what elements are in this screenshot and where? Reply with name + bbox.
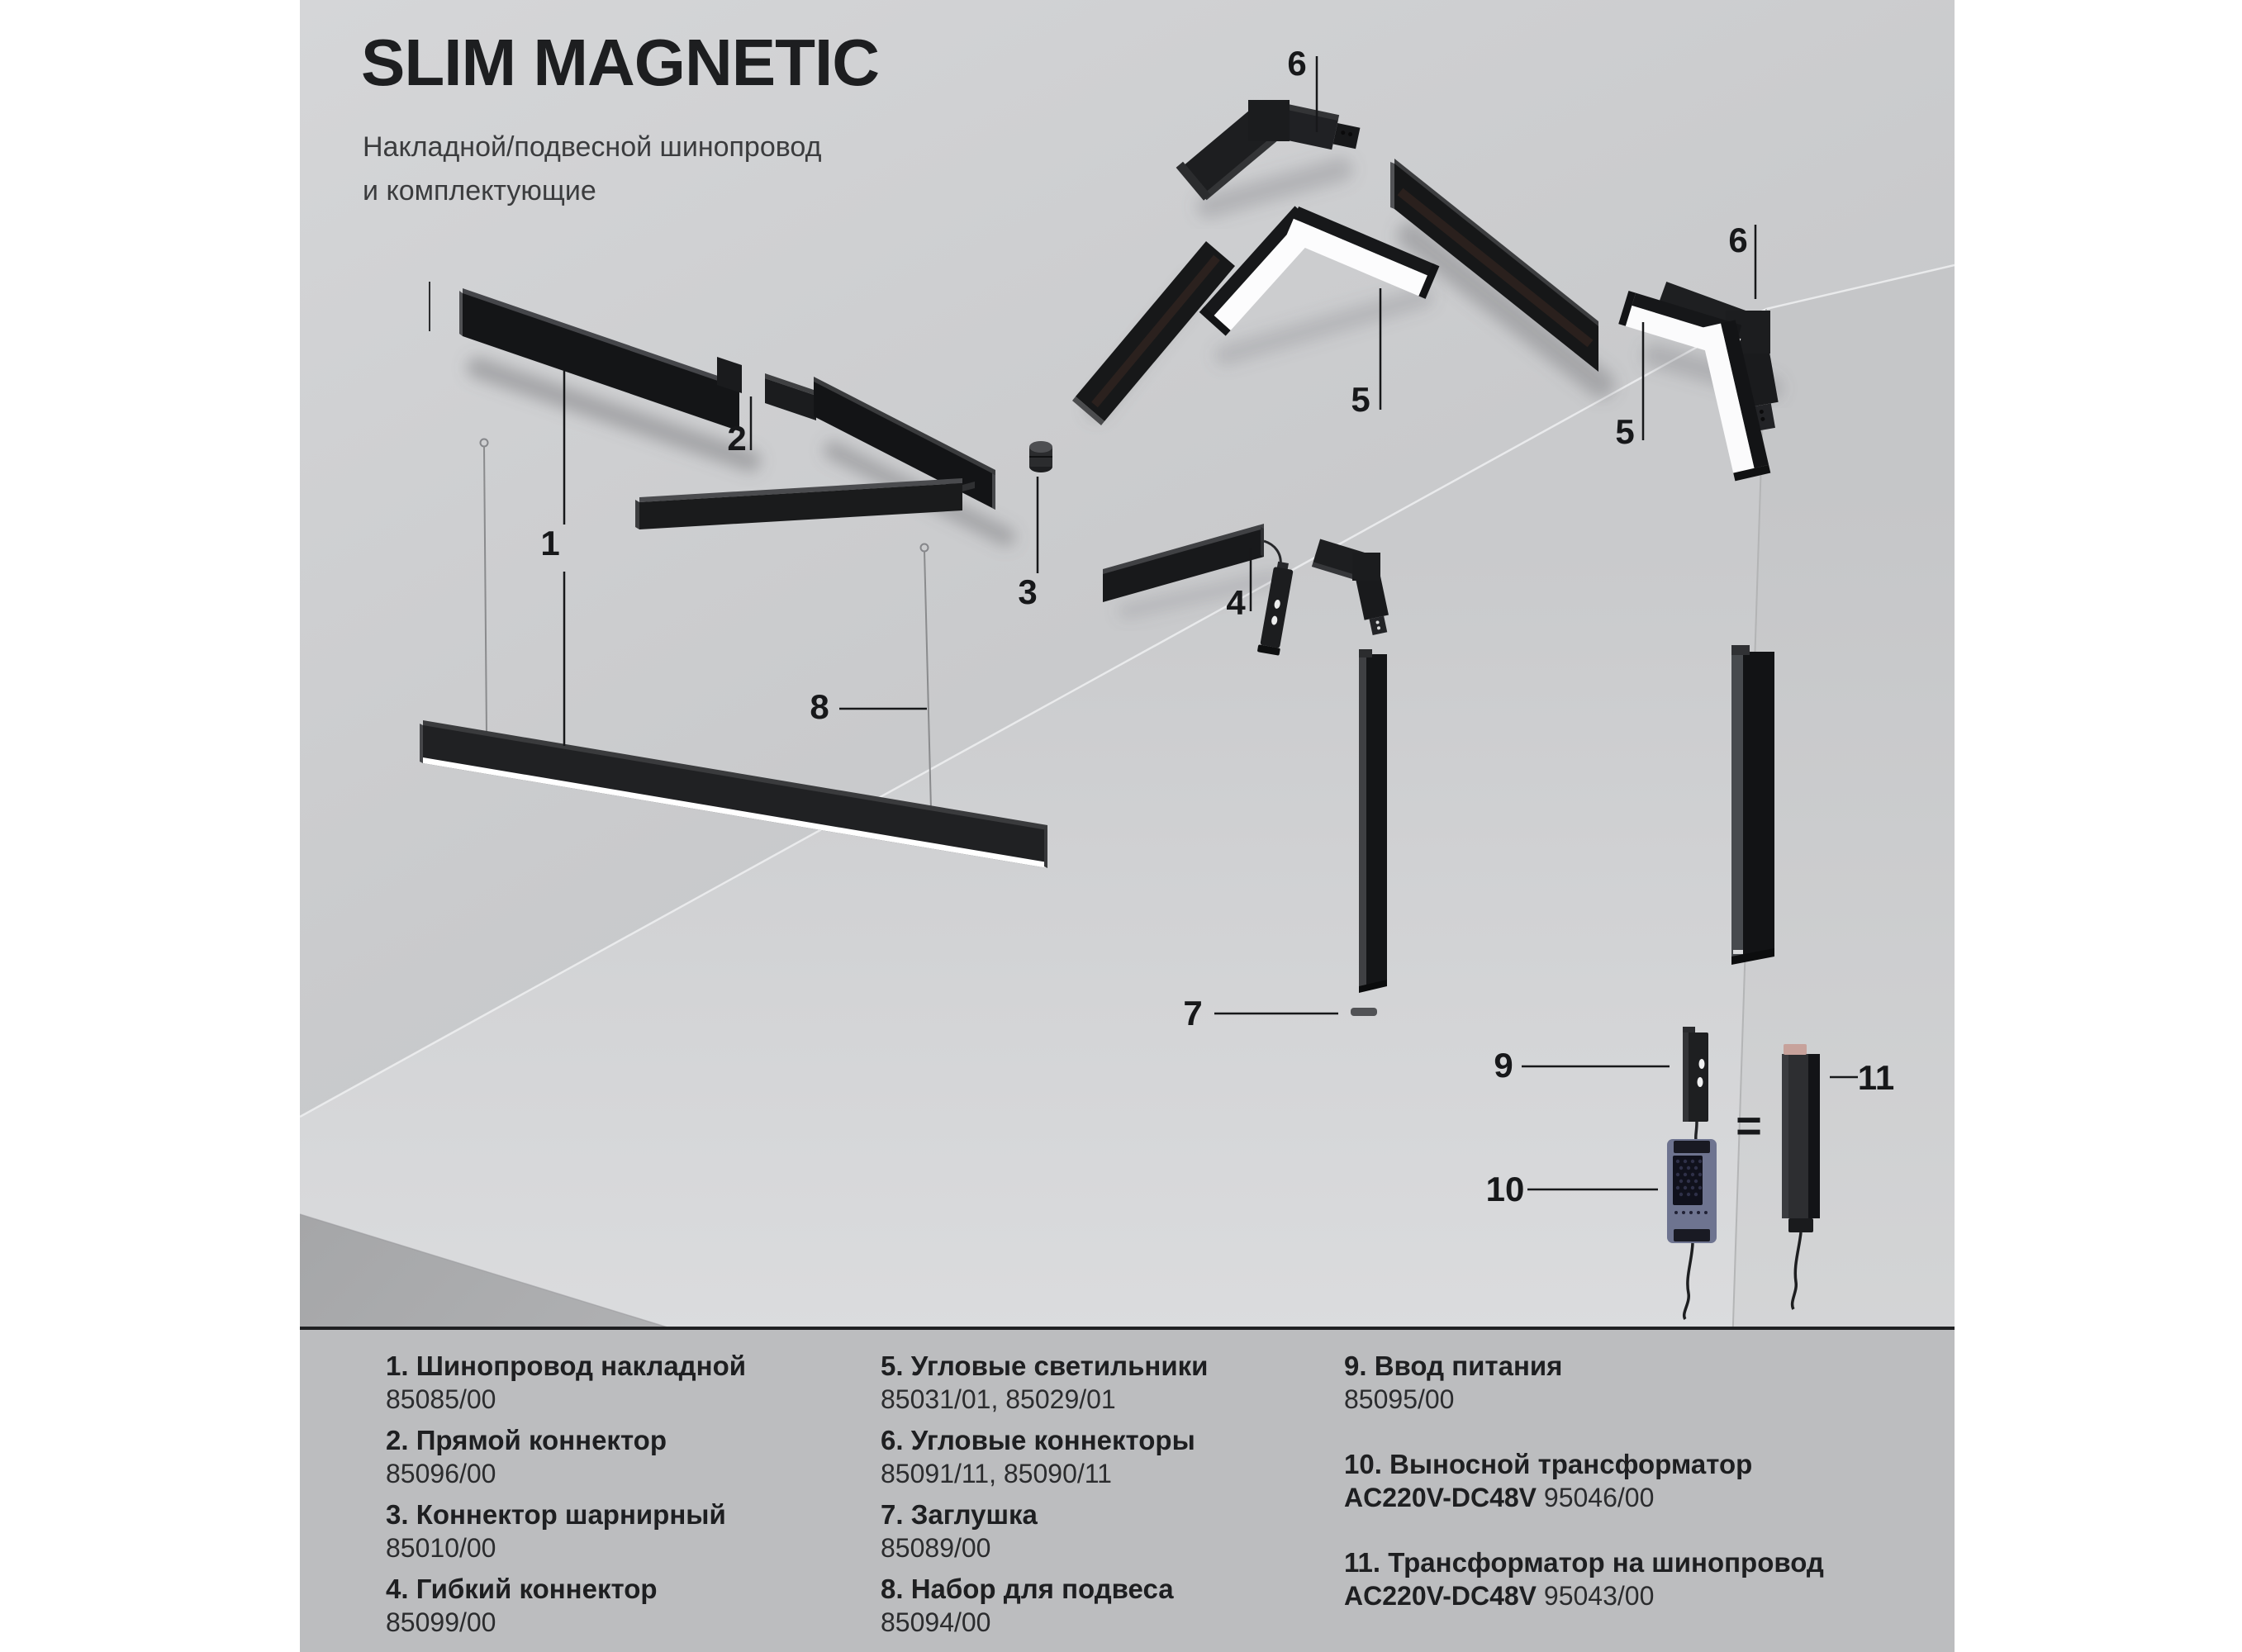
legend-item-11: 11. Трансформатор на шинопровод AC220V-DC48V 95043/00 — [1344, 1547, 1824, 1611]
legend-item-10: 10. Выносной трансформатор AC220V-DC48V 95046/00 — [1344, 1449, 1753, 1512]
callout-11: 11 — [1857, 1058, 1895, 1097]
legend-item-8: 8. Набор для подвеса 85094/00 — [881, 1574, 1174, 1637]
callout-7: 7 — [1183, 994, 1203, 1032]
legend-item-7: 7. Заглушка 85089/00 — [881, 1499, 1038, 1563]
callout-2: 2 — [727, 419, 747, 458]
legend-item-9: 9. Ввод питания 85095/00 — [1344, 1351, 1563, 1414]
wall-track-left — [1359, 649, 1387, 993]
callout-5-left: 5 — [1351, 380, 1370, 419]
legend-column-3 — [1344, 1350, 1824, 1645]
legend-item-4: 4. Гибкий коннектор 85099/00 — [386, 1574, 658, 1637]
callout-3: 3 — [1018, 572, 1038, 611]
legend-column-2 — [881, 1350, 1208, 1647]
callout-9: 9 — [1494, 1046, 1513, 1085]
endcap-7 — [1351, 1008, 1377, 1016]
callout-10: 10 — [1485, 1170, 1525, 1208]
callout-4: 4 — [1226, 583, 1246, 622]
legend-item-5: 5. Угловые светильники 85031/01, 85029/01 — [881, 1351, 1209, 1414]
page-subtitle: Накладной/подвесной шинопровод и комплектующие — [363, 131, 822, 207]
callout-8: 8 — [810, 687, 829, 726]
legend-item-3: 3. Коннектор шарнирный 85010/00 — [386, 1499, 726, 1563]
wall-track-right — [1731, 645, 1774, 965]
callout-6-top: 6 — [1287, 44, 1307, 83]
callout-1: 1 — [540, 524, 560, 563]
legend-item-2: 2. Прямой коннектор 85096/00 — [386, 1425, 667, 1488]
page-title: SLIM MAGNETIC — [361, 26, 879, 99]
equals-sign: = — [1736, 1101, 1762, 1151]
callout-5-right: 5 — [1615, 412, 1635, 451]
hinge-connector-3 — [1029, 441, 1052, 472]
legend-column-1 — [386, 1350, 746, 1647]
catalog-image — [300, 0, 1955, 1652]
legend-item-6: 6. Угловые коннекторы 85091/11, 85090/11 — [881, 1425, 1195, 1488]
callout-6-right: 6 — [1728, 221, 1748, 259]
legend — [300, 1327, 1955, 1652]
legend-item-1: 1. Шинопровод накладной 85085/00 — [386, 1351, 747, 1414]
